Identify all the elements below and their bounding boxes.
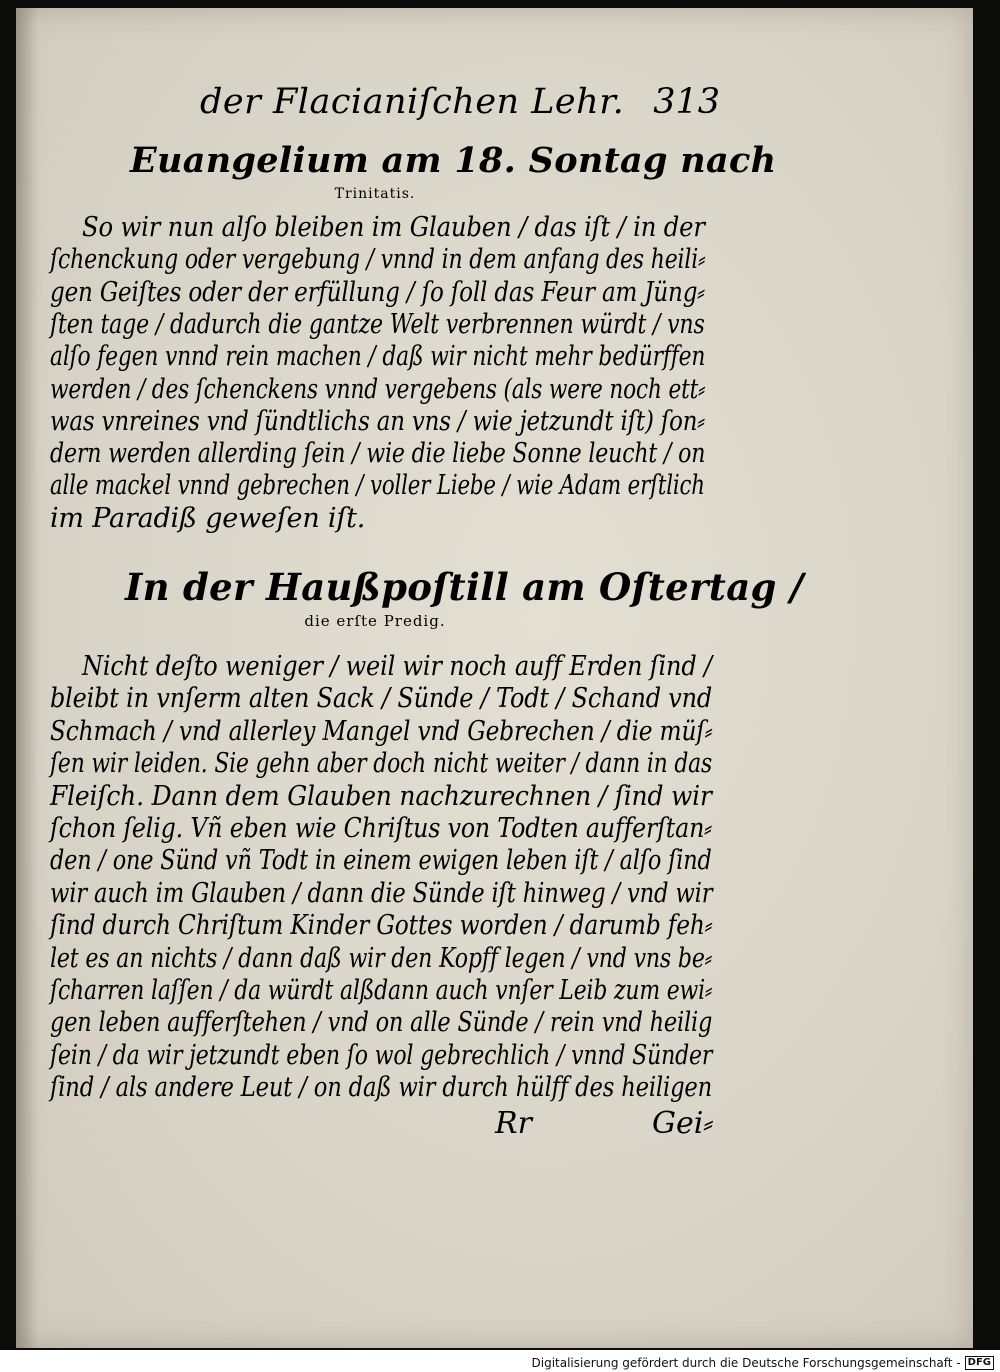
section-subheading-predig: die erſte Predig. bbox=[304, 612, 446, 630]
footer-credit: Digitalisierung gefördert durch die Deutsche Forschungsgemeinschaft - bbox=[531, 1356, 961, 1370]
text-line: ſein / da wir jetzundt eben ſo wol gebrechlich / vnnd Sünder bbox=[50, 1039, 713, 1071]
signature-mark: Rr bbox=[495, 1106, 532, 1141]
text-line: alſo fegen vnnd rein machen / daß wir nicht mehr bedürffen bbox=[50, 341, 706, 373]
text-line: ſind / als andere Leut / on daß wir durch hülff des heiligen bbox=[50, 1072, 713, 1104]
text-line: bleibt in vnſerm alten Sack / Sünde / Todt / Schand vnd bbox=[50, 683, 713, 715]
text-line: Fleiſch. Dann dem Glauben nachzurechnen / ſind wir bbox=[50, 780, 712, 812]
text-line: werden / des ſchenckens vnnd vergebens (als were noch ett⸗ bbox=[50, 373, 706, 405]
text-line: ſen wir leiden. Sie gehn aber doch nicht weiter / dann in das bbox=[50, 748, 713, 780]
running-head: der Flacianiſchen Lehr. bbox=[200, 82, 625, 122]
digitization-footer bbox=[532, 1356, 995, 1370]
text-line: was vnreines vnd ſündtlichs an vns / wie jetzundt iſt) ſon⸗ bbox=[50, 405, 705, 437]
section-subheading-trinitatis: Trinitatis. bbox=[334, 186, 416, 202]
catchword: Gei⸗ bbox=[652, 1106, 714, 1141]
section-heading-gospel: Euangelium am 18. Sontag nach bbox=[130, 140, 777, 181]
text-line: ſchenckung oder vergebung / vnnd in dem anfang des heili⸗ bbox=[50, 244, 706, 276]
page-header bbox=[200, 82, 720, 132]
text-line: dern werden allerding ſein / wie die liebe Sonne leucht / on bbox=[50, 438, 706, 470]
text-line: den / one Sünd vñ Todt in einem ewigen leben iſt / alſo ſind bbox=[50, 845, 712, 877]
text-line: ſten tage / dadurch die gantze Welt verbrennen würdt / vns bbox=[50, 308, 705, 340]
dfg-logo: DFG bbox=[965, 1356, 994, 1370]
text-line: gen leben aufferſtehen / vnd on alle Sünde / rein vnd heilig bbox=[50, 1007, 713, 1039]
text-line: So wir nun alſo bleiben im Glauben / das iſt / in der bbox=[82, 212, 705, 243]
page-number: 313 bbox=[653, 82, 720, 122]
section-heading-hauspostill: In der Haußpoſtill am Oſtertag / bbox=[125, 565, 804, 609]
text-line: let es an nichts / dann daß wir den Kopff legen / vnd vns be⸗ bbox=[50, 942, 712, 974]
page-gutter-shadow bbox=[16, 8, 38, 1348]
text-line: Schmach / vnd allerley Mangel vnd Gebrechen / die müſ⸗ bbox=[50, 715, 713, 747]
text-line: alle mackel vnnd gebrechen / voller Liebe / wie Adam erſtlich bbox=[50, 470, 705, 502]
text-line: ſchon ſelig. Vñ eben wie Chriſtus von Todten aufferſtan⸗ bbox=[50, 813, 712, 844]
text-line: gen Geiſtes oder der erfüllung / ſo ſoll das Feur am Jüng⸗ bbox=[50, 276, 705, 308]
text-line: ſcharren laſſen / da würdt alßdann auch vnſer Leib zum ewi⸗ bbox=[50, 975, 713, 1006]
text-line: ſind durch Chriſtum Kinder Gottes worden / darumb feh⸗ bbox=[50, 910, 713, 942]
text-line: Nicht deſto weniger / weil wir noch auff Erden ſind / bbox=[82, 651, 712, 682]
text-line: wir auch im Glauben / dann die Sünde iſt hinweg / vnd wir bbox=[50, 877, 713, 909]
text-line: im Paradiß geweſen iſt. bbox=[50, 502, 366, 534]
